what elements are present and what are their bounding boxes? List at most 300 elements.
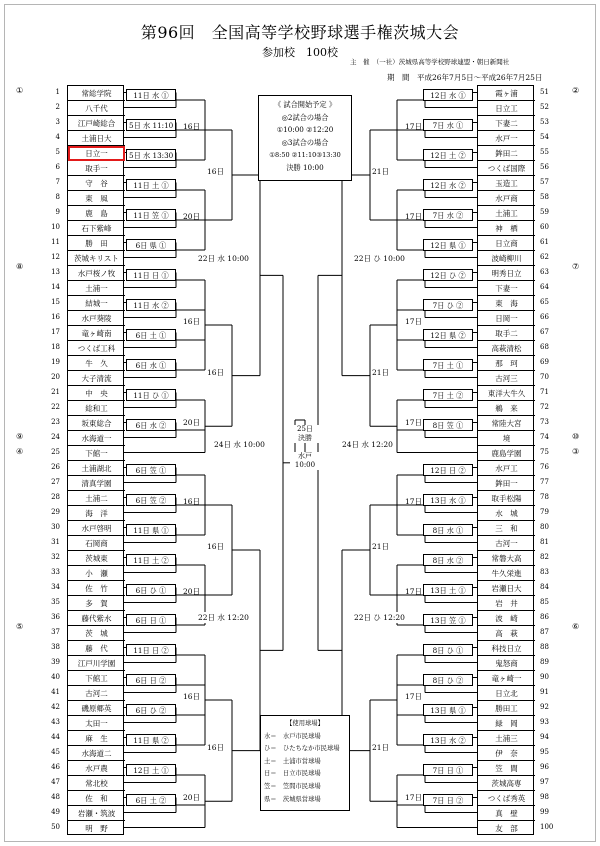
left-seed-number: 23	[51, 418, 60, 426]
right-seed-number: 54	[540, 133, 549, 141]
left-team-16: 水戸葵陵	[68, 311, 125, 326]
left-team-23: 坂東総合	[68, 416, 125, 431]
left-team-3: 江戸崎総合	[68, 116, 125, 131]
left-seed-number: 41	[51, 688, 60, 696]
right-team-6: つくば国際	[478, 161, 535, 176]
left-seed-number: 28	[51, 493, 60, 501]
left-seed-number: 32	[51, 553, 60, 561]
right-team-44: 土浦三	[478, 731, 535, 746]
right-team-13: 明秀日立	[478, 266, 535, 281]
right-seed-number: 58	[540, 193, 549, 201]
left-seed-number: 21	[51, 388, 60, 396]
right-seed-number: 96	[540, 763, 549, 771]
game-schedule-box: 6日 水 ①	[126, 359, 176, 371]
left-team-40: 下館工	[68, 671, 125, 686]
round-date-label: 21日	[372, 542, 390, 551]
right-team-42: 勝田工	[478, 701, 535, 716]
right-seed-number: 53	[540, 118, 549, 126]
right-seed-number: 51	[540, 88, 549, 96]
right-team-23: 常陸大宮	[478, 416, 535, 431]
game-schedule-box: 7日 土 ①	[423, 359, 473, 371]
left-seed-number: 7	[55, 178, 60, 186]
venue-item: 水＝ 水戸市民球場	[264, 732, 321, 740]
block-marker: ⑤	[16, 622, 24, 631]
right-team-50: 友 部	[495, 824, 518, 833]
block-marker: ⑧	[16, 262, 24, 271]
block-marker: ⑥	[572, 622, 580, 631]
block-marker: ⑩	[572, 432, 580, 441]
schedule-line: ◎2試合の場合	[281, 112, 329, 122]
right-team-45: 伊 奈	[478, 746, 535, 761]
game-schedule-box: 11日 土 ②	[126, 554, 176, 566]
left-team-39: 江戸川学園	[68, 656, 125, 671]
block-marker: ⑦	[572, 262, 580, 271]
right-seed-number: 86	[540, 613, 549, 621]
left-team-25: 下館一	[68, 446, 125, 461]
venues-box	[260, 715, 350, 811]
right-team-40: 竜ヶ崎一	[478, 671, 535, 686]
right-seed-number: 75	[540, 448, 549, 456]
right-team-4: 水戸一	[478, 131, 535, 146]
left-seed-number: 15	[51, 298, 60, 306]
right-team-25: 鹿島学園	[478, 446, 535, 461]
right-seed-number: 78	[540, 493, 549, 501]
right-seed-number: 88	[540, 643, 549, 651]
right-team-46: 笠 間	[478, 761, 535, 776]
right-seed-number: 56	[540, 163, 549, 171]
left-team-38: 藤 代	[68, 641, 125, 656]
round-date-label: 22日 ひ 12:20	[354, 613, 405, 622]
game-schedule-box: 12日 県 ①	[423, 239, 473, 251]
right-team-1: 霞ヶ浦	[478, 86, 535, 101]
right-team-37: 高 萩	[478, 626, 535, 641]
right-team-48: つくば秀英	[478, 791, 535, 806]
round-date-label: 16日	[183, 317, 201, 326]
round-date-label: 20日	[183, 212, 201, 221]
left-team-19: 牛 久	[68, 356, 125, 371]
schedule-line: 決勝 10:00	[286, 162, 324, 172]
right-team-43: 緑 岡	[478, 716, 535, 731]
left-team-49: 岩瀬・筑波	[68, 806, 125, 821]
game-schedule-box: 13日 県 ①	[423, 704, 473, 716]
right-seed-number: 65	[540, 298, 549, 306]
left-seed-number: 16	[51, 313, 60, 321]
right-seed-number: 93	[540, 718, 549, 726]
right-seed-number: 87	[540, 628, 549, 636]
right-seed-number: 79	[540, 508, 549, 516]
block-marker: ⑨	[16, 432, 24, 441]
game-schedule-box: 12日 ひ ②	[423, 269, 473, 281]
left-seed-number: 46	[51, 763, 60, 771]
left-team-26: 土浦湖北	[68, 461, 125, 476]
game-schedule-box: 8日 水 ②	[423, 554, 473, 566]
right-team-30: 三 和	[478, 521, 535, 536]
left-seed-number: 2	[55, 103, 60, 111]
venue-item: 土＝ 土浦市営球場	[264, 757, 321, 765]
round-date-label: 17日	[405, 793, 423, 803]
final-venue	[290, 452, 320, 470]
venue-item: 笠＝ 笠間市民球場	[264, 782, 321, 790]
round-date-label: 22日 水 12:20	[198, 613, 249, 622]
venue-item: 日＝ 日立市民球場	[264, 770, 321, 778]
left-seed-number: 19	[51, 358, 60, 366]
left-team-28: 土浦二	[68, 491, 125, 506]
left-seed-number: 20	[51, 373, 60, 381]
game-schedule-box: 11日 水 ②	[126, 299, 176, 311]
right-team-10: 神 栖	[478, 221, 535, 236]
block-marker: ②	[572, 86, 580, 95]
game-schedule-box: 13日 笠 ①	[423, 614, 473, 626]
game-schedule-box: 11日 土 ①	[126, 179, 176, 191]
right-team-18: 高萩清松	[478, 341, 535, 356]
left-team-9: 鹿 島	[68, 206, 125, 221]
right-seed-number: 100	[540, 823, 554, 831]
game-schedule-box: 11日 県 ②	[126, 734, 176, 746]
schedule-box	[258, 95, 352, 181]
left-team-21: 中 央	[68, 386, 125, 401]
left-seed-number: 18	[51, 343, 60, 351]
right-team-3: 下妻二	[478, 116, 535, 131]
left-team-42: 磯原郷英	[68, 701, 125, 716]
left-seed-number: 4	[55, 133, 60, 141]
left-seed-number: 24	[51, 433, 60, 441]
game-schedule-box: 13日 水 ①	[423, 494, 473, 506]
right-team-17: 取手二	[478, 326, 535, 341]
left-team-12: 茨城キリスト	[68, 251, 125, 266]
left-team-50: 明 野	[85, 824, 108, 833]
left-team-14: 土浦一	[68, 281, 125, 296]
left-seed-number: 1	[55, 88, 60, 96]
left-seed-number: 29	[51, 508, 60, 516]
round-date-label: 24日 水 12:20	[342, 440, 393, 449]
game-schedule-box: 6日 日 ②	[126, 674, 176, 686]
round-date-label: 24日 水 10:00	[214, 440, 265, 449]
game-schedule-box: 6日 ひ ①	[126, 584, 176, 596]
schedule-line: ①10:00 ②12:20	[276, 125, 334, 134]
right-seed-number: 71	[540, 388, 549, 396]
left-seed-number: 27	[51, 478, 60, 486]
left-seed-number: 49	[51, 808, 60, 816]
left-team-22: 総和工	[68, 401, 125, 416]
left-team-32: 茨城東	[68, 551, 125, 566]
right-seed-number: 63	[540, 268, 549, 276]
left-seed-number: 33	[51, 568, 60, 576]
right-seed-number: 77	[540, 478, 549, 486]
left-team-36: 藤代紫水	[68, 611, 125, 626]
left-team-45: 水海道二	[68, 746, 125, 761]
right-team-21: 東洋大牛久	[478, 386, 535, 401]
left-team-6: 取手一	[68, 161, 125, 176]
left-seed-number: 45	[51, 748, 60, 756]
right-seed-number: 74	[540, 433, 549, 441]
block-marker: ③	[572, 447, 580, 456]
game-schedule-box: 7日 水 ①	[423, 119, 473, 131]
left-team-4: 土浦日大	[68, 131, 125, 146]
right-team-33: 牛久栄進	[478, 566, 535, 581]
left-seed-number: 43	[51, 718, 60, 726]
final-label	[290, 425, 320, 443]
left-team-48: 佐 和	[68, 791, 125, 806]
game-schedule-box: 12日 県 ②	[423, 329, 473, 341]
left-seed-number: 35	[51, 598, 60, 606]
schedule-line: ①8:50 ②11:10③13:30	[269, 151, 341, 159]
right-team-12: 波崎柳川	[478, 251, 535, 266]
left-seed-number: 42	[51, 703, 60, 711]
round-date-label: 16日	[207, 542, 225, 551]
venues-title: 【使用球場】	[286, 720, 324, 727]
left-seed-number: 9	[55, 208, 60, 216]
left-seed-number: 8	[55, 193, 60, 201]
schedule-line: ◎3試合の場合	[281, 137, 329, 147]
right-seed-number: 95	[540, 748, 549, 756]
right-team-11: 日立商	[478, 236, 535, 251]
game-schedule-box: 13日 水 ②	[423, 734, 473, 746]
left-team-31: 石岡商	[68, 536, 125, 551]
game-schedule-box: 6日 土 ①	[126, 329, 176, 341]
left-team-47: 常北校	[68, 776, 125, 791]
game-schedule-box: 12日 土 ①	[126, 764, 176, 776]
left-team-18: つくば工科	[68, 341, 125, 356]
game-schedule-box: 5日 水 11:10	[126, 119, 176, 131]
right-seed-number: 82	[540, 553, 549, 561]
block-marker: ④	[16, 447, 24, 456]
round-date-label: 16日	[207, 367, 225, 377]
game-schedule-box: 7日 土 ②	[423, 389, 473, 401]
venue-item: ひ＝ ひたちなか市民球場	[264, 745, 340, 753]
game-schedule-box: 6日 ひ ②	[126, 704, 176, 716]
left-seed-number: 14	[51, 283, 60, 291]
right-seed-number: 91	[540, 688, 549, 696]
right-seed-number: 80	[540, 523, 549, 531]
right-team-31: 古河一	[478, 536, 535, 551]
right-seed-number: 70	[540, 373, 549, 381]
left-seed-number: 36	[51, 613, 60, 621]
left-team-27: 清真学園	[68, 476, 125, 491]
right-seed-number: 52	[540, 103, 549, 111]
right-team-19: 那 珂	[478, 356, 535, 371]
right-seed-number: 84	[540, 583, 549, 591]
right-team-8: 水戸商	[478, 191, 535, 206]
round-date-label: 17日	[405, 317, 423, 326]
right-seed-number: 61	[540, 238, 549, 246]
right-team-29: 水 城	[478, 506, 535, 521]
right-team-35: 岩 井	[478, 596, 535, 611]
round-date-label: 21日	[372, 167, 390, 176]
left-team-2: 八千代	[68, 101, 125, 116]
left-seed-number: 34	[51, 583, 60, 591]
round-date-label: 21日	[372, 742, 390, 752]
left-seed-number: 3	[55, 118, 60, 126]
left-seed-number: 11	[51, 238, 60, 246]
round-date-label: 17日	[405, 418, 423, 428]
left-seed-number: 30	[51, 523, 60, 531]
game-schedule-box: 11日 県 ①	[126, 524, 176, 536]
organizer-text: 主 催 （一社）茨城県高等学校野球連盟・朝日新聞社	[350, 58, 510, 66]
game-schedule-box: 6日 笠 ①	[126, 464, 176, 476]
right-team-15: 東 海	[478, 296, 535, 311]
right-seed-number: 64	[540, 283, 549, 291]
right-team-28: 取手松陽	[478, 491, 535, 506]
left-seed-number: 10	[51, 223, 60, 231]
right-seed-number: 67	[540, 328, 549, 336]
right-seed-number: 76	[540, 463, 549, 471]
game-schedule-box: 11日 笠 ①	[126, 209, 176, 221]
game-schedule-box: 8日 笠 ①	[423, 419, 473, 431]
left-seed-number: 38	[51, 643, 60, 651]
left-seed-number: 50	[51, 823, 60, 831]
left-seed-number: 26	[51, 463, 60, 471]
left-seed-number: 47	[51, 778, 60, 786]
final-date: 25日	[297, 425, 313, 433]
left-team-8: 東 風	[68, 191, 125, 206]
final-venue-name: 水戸	[298, 452, 312, 460]
game-schedule-box: 5日 水 13:30	[126, 149, 176, 161]
round-date-label: 16日	[183, 497, 201, 506]
right-seed-number: 59	[540, 208, 549, 216]
right-team-7: 玉造工	[478, 176, 535, 191]
game-schedule-box: 6日 県 ①	[126, 239, 176, 251]
game-schedule-box: 6日 土 ②	[126, 794, 176, 806]
left-seed-number: 22	[51, 403, 60, 411]
game-schedule-box: 6日 水 ②	[126, 419, 176, 431]
right-seed-number: 57	[540, 178, 549, 186]
game-schedule-box: 12日 水 ①	[423, 89, 473, 101]
game-schedule-box: 12日 日 ②	[423, 464, 473, 476]
left-seed-number: 31	[51, 538, 60, 546]
left-seed-number: 5	[55, 148, 60, 156]
game-schedule-box: 12日 水 ②	[423, 179, 473, 191]
right-seed-number: 62	[540, 253, 549, 261]
left-team-7: 守 谷	[68, 176, 125, 191]
game-schedule-box: 7日 日 ②	[423, 794, 473, 806]
round-date-label: 20日	[183, 793, 201, 803]
round-date-label: 16日	[183, 122, 201, 131]
left-seed-number: 39	[51, 658, 60, 666]
right-seed-number: 89	[540, 658, 549, 666]
left-seed-number: 44	[51, 733, 60, 741]
right-team-24: 境	[478, 431, 535, 446]
left-team-20: 大子清流	[68, 371, 125, 386]
right-seed-number: 81	[540, 538, 549, 546]
right-team-49: 真 壁	[478, 806, 535, 821]
right-seed-number: 55	[540, 148, 549, 156]
left-team-44: 麻 生	[68, 731, 125, 746]
game-schedule-box: 8日 ひ ②	[423, 674, 473, 686]
right-seed-number: 60	[540, 223, 549, 231]
left-team-46: 水戸農	[68, 761, 125, 776]
right-team-27: 鉾田一	[478, 476, 535, 491]
game-schedule-box: 8日 水 ①	[423, 524, 473, 536]
final-title: 決勝	[298, 434, 312, 442]
right-seed-number: 69	[540, 358, 549, 366]
right-team-20: 古河三	[478, 371, 535, 386]
round-date-label: 22日 水 10:00	[198, 254, 249, 263]
round-date-label: 17日	[405, 212, 423, 221]
round-date-label: 21日	[372, 367, 390, 377]
right-team-9: 土浦工	[478, 206, 535, 221]
left-team-43: 太田一	[68, 716, 125, 731]
left-seed-number: 12	[51, 253, 60, 261]
right-seed-number: 92	[540, 703, 549, 711]
right-seed-number: 99	[540, 808, 549, 816]
round-date-label: 17日	[405, 587, 423, 596]
left-team-34: 佐 竹	[68, 581, 125, 596]
schedule-title: 《 試合開始予定 》	[273, 100, 337, 109]
game-schedule-box: 8日 ひ ①	[423, 644, 473, 656]
right-team-38: 科技日立	[478, 641, 535, 656]
right-team-34: 岩瀬日大	[478, 581, 535, 596]
right-seed-number: 83	[540, 568, 549, 576]
game-schedule-box: 6日 日 ①	[126, 614, 176, 626]
game-schedule-box: 12日 土 ②	[423, 149, 473, 161]
period-text: 期 間 平成26年7月5日〜平成26年7月25日	[387, 73, 543, 82]
round-date-label: 17日	[405, 692, 423, 701]
left-seed-number: 40	[51, 673, 60, 681]
right-seed-number: 98	[540, 793, 549, 801]
page-subtitle: 参加校 100校	[262, 46, 338, 59]
final-venue-time: 10:00	[294, 461, 316, 469]
game-schedule-box: 11日 日 ②	[126, 644, 176, 656]
left-seed-number: 25	[51, 448, 60, 456]
block-marker: ①	[16, 86, 24, 95]
right-team-39: 鬼怒商	[478, 656, 535, 671]
game-schedule-box: 11日 水 ①	[126, 89, 176, 101]
right-team-2: 日立工	[478, 101, 535, 116]
game-schedule-box: 13日 土 ①	[423, 584, 473, 596]
round-date-label: 20日	[183, 587, 201, 596]
left-team-1: 常総学院	[68, 86, 125, 101]
left-seed-number: 17	[51, 328, 60, 336]
right-team-36: 波 崎	[478, 611, 535, 626]
round-date-label: 16日	[183, 692, 201, 701]
right-team-47: 茨城高専	[478, 776, 535, 791]
left-team-29: 海 洋	[68, 506, 125, 521]
game-schedule-box: 6日 笠 ②	[126, 494, 176, 506]
round-date-label: 22日 ひ 10:00	[354, 254, 405, 263]
left-seed-number: 37	[51, 628, 60, 636]
left-seed-number: 48	[51, 793, 60, 801]
right-seed-number: 97	[540, 778, 549, 786]
left-team-37: 茨 城	[68, 626, 125, 641]
right-team-26: 水戸工	[478, 461, 535, 476]
right-team-22: 鵜 来	[478, 401, 535, 416]
left-team-41: 古河二	[68, 686, 125, 701]
game-schedule-box: 7日 ひ ②	[423, 299, 473, 311]
game-schedule-box: 7日 水 ②	[423, 209, 473, 221]
right-team-16: 日岡一	[478, 311, 535, 326]
round-date-label: 17日	[405, 122, 423, 131]
right-team-14: 下妻一	[478, 281, 535, 296]
right-seed-number: 90	[540, 673, 549, 681]
right-seed-number: 85	[540, 598, 549, 606]
left-team-13: 水戸桜ノ牧	[68, 266, 125, 281]
round-date-label: 16日	[207, 167, 225, 176]
left-team-5: 日立一	[68, 146, 125, 161]
left-team-11: 勝 田	[68, 236, 125, 251]
right-seed-number: 68	[540, 343, 549, 351]
right-team-41: 日立北	[478, 686, 535, 701]
left-seed-number: 13	[51, 268, 60, 276]
left-team-10: 石下紫峰	[68, 221, 125, 236]
left-team-15: 結城一	[68, 296, 125, 311]
left-team-35: 多 賀	[68, 596, 125, 611]
page-title: 第96回 全国高等学校野球選手権茨城大会	[140, 23, 460, 42]
round-date-label: 17日	[405, 497, 423, 506]
left-team-30: 水戸啓明	[68, 521, 125, 536]
left-team-33: 小 瀬	[68, 566, 125, 581]
right-team-32: 常磐大高	[478, 551, 535, 566]
right-team-5: 鉾田二	[478, 146, 535, 161]
